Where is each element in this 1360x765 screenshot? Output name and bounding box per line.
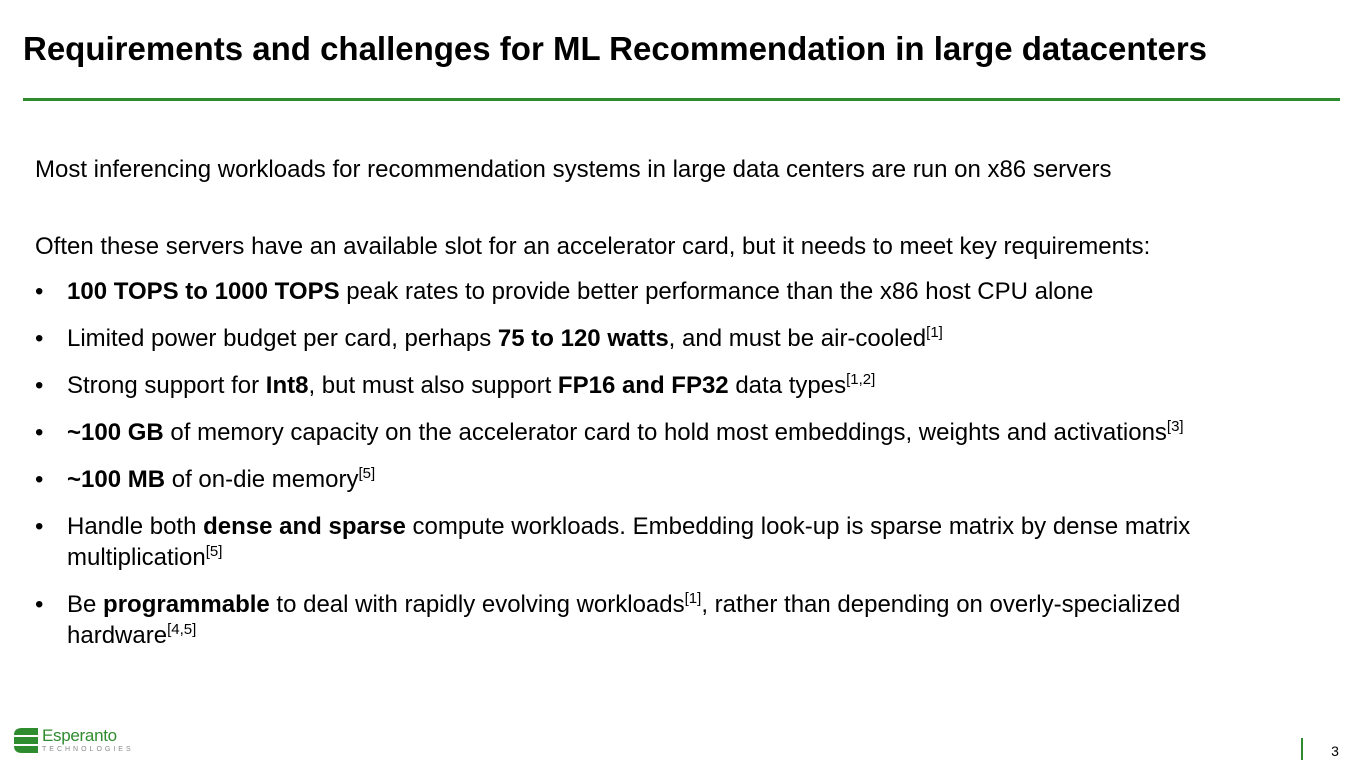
bullet-memory-capacity — [35, 417, 1295, 448]
bullet-marker: • — [35, 372, 44, 399]
lead-paragraph: Often these servers have an available slot for an accelerator card, but it needs to meet key requirements: — [35, 233, 1151, 260]
esperanto-logo — [12, 724, 134, 758]
bullet-dense-sparse — [35, 511, 1295, 573]
requirements-list — [35, 276, 1295, 667]
esperanto-logo-icon — [12, 726, 40, 756]
bullet-marker: • — [35, 419, 44, 446]
bold-text: Int8 — [265, 372, 309, 399]
text: , and must be air-cooled — [668, 325, 927, 352]
page-number: 3 — [1331, 743, 1339, 759]
bullet-programmable — [35, 589, 1295, 651]
bold-text: ~100 GB — [67, 419, 164, 446]
text: Handle both — [67, 513, 204, 540]
text: Be — [67, 591, 104, 618]
title-divider — [23, 98, 1340, 101]
text: , but must also support — [308, 372, 558, 399]
bold-text: FP16 and FP32 — [557, 372, 729, 399]
logo-name: Esperanto — [42, 726, 117, 745]
slide-title: Requirements and challenges for ML Recommendation in large datacenters — [23, 30, 1208, 67]
citation: [5] — [205, 543, 223, 560]
bold-text: ~100 MB — [67, 466, 166, 493]
text: to deal with rapidly evolving workloads — [269, 591, 685, 618]
bullet-on-die-memory — [35, 464, 1295, 495]
bullet-power — [35, 323, 1295, 354]
text: Limited power budget per card, perhaps — [67, 325, 498, 352]
text: of on-die memory — [165, 466, 359, 493]
text: compute workloads. Embedding look-up is sparse matrix by dense matrix multiplication — [67, 513, 1191, 571]
bold-text: 75 to 120 watts — [497, 325, 669, 352]
bullet-marker: • — [35, 591, 44, 618]
bullet-tops — [35, 276, 1295, 307]
text: of memory capacity on the accelerator card to hold most embeddings, weights and activations — [163, 419, 1167, 446]
bullet-marker: • — [35, 513, 44, 540]
text: Strong support for — [67, 372, 266, 399]
text: peak rates to provide better performance than the x86 host CPU alone — [339, 278, 1094, 305]
citation: [1] — [684, 590, 702, 607]
text: data types — [728, 372, 847, 399]
citation: [5] — [358, 465, 376, 482]
bold-text: 100 TOPS to 1000 TOPS — [67, 278, 340, 305]
citation: [3] — [1166, 418, 1184, 435]
bold-text: programmable — [103, 591, 270, 618]
bullet-marker: • — [35, 325, 44, 352]
bullet-data-types — [35, 370, 1295, 401]
citation: [1] — [926, 324, 943, 341]
bullet-marker: • — [35, 466, 44, 493]
intro-paragraph: Most inferencing workloads for recommendation systems in large data centers are run on x86 servers — [35, 156, 1112, 183]
citation: [4,5] — [167, 621, 197, 638]
page-number-bar — [1301, 738, 1303, 760]
citation: [1,2] — [846, 371, 876, 388]
logo-tagline: TECHNOLOGIES — [42, 746, 134, 753]
text: , rather than depending on overly-specialized hardware — [67, 591, 1181, 649]
bold-text: dense and sparse — [203, 513, 406, 540]
bullet-marker: • — [35, 278, 44, 305]
